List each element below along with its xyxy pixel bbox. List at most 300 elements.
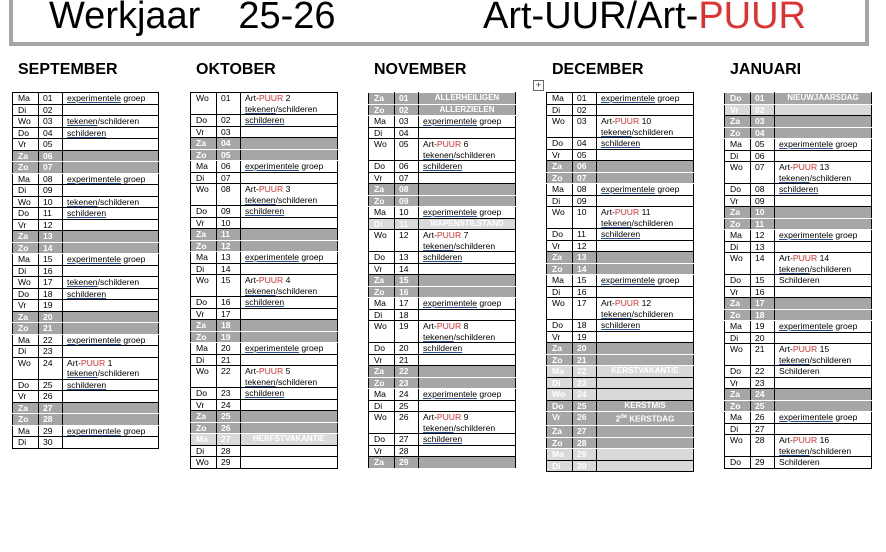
activity-cell [63, 277, 159, 289]
day-number-cell: 17 [217, 308, 241, 320]
activity-cell [419, 309, 516, 321]
day-row [369, 139, 516, 161]
day-row [191, 320, 338, 332]
activity-link-text: experimentele [245, 161, 299, 171]
weekday-cell: Za [725, 116, 751, 128]
activity-cell [775, 332, 872, 344]
puur-label: PUUR [614, 116, 640, 126]
weekday-cell: Za [725, 389, 751, 401]
weekday-cell: Za [547, 426, 573, 438]
day-number-cell: 10 [751, 207, 775, 219]
weekday-cell: Ma [369, 389, 395, 401]
weekday-cell: Di [13, 346, 39, 358]
activity-text: HERFSTVAKANTIE [252, 434, 326, 443]
day-row [191, 217, 338, 229]
day-row [369, 343, 516, 355]
day-number-cell: 18 [573, 320, 597, 332]
activity-cell [241, 308, 338, 320]
day-row [547, 149, 694, 161]
day-number-cell: 14 [573, 263, 597, 275]
activity-text: 12 [639, 298, 652, 308]
day-number-cell: 26 [573, 412, 597, 426]
day-row [547, 286, 694, 298]
weekday-cell: Vr [13, 139, 39, 151]
activity-cell [597, 195, 694, 207]
activity-text: Art- [779, 253, 793, 263]
day-number-cell: 01 [395, 93, 419, 105]
weekday-cell: Za [369, 184, 395, 196]
day-row [369, 263, 516, 275]
weekday-cell: Do [191, 206, 217, 218]
activity-text: Art- [601, 207, 615, 217]
weekday-cell: Zo [547, 172, 573, 184]
activity-cell [241, 240, 338, 252]
day-number-cell: 06 [751, 150, 775, 162]
day-row [725, 423, 872, 435]
day-row [725, 412, 872, 424]
activity-link-text: tekenen [423, 149, 454, 160]
activity-text: /schilderen [97, 116, 140, 126]
activity-text: /schilderen [97, 277, 140, 287]
weekday-cell: Zo [13, 242, 39, 254]
weekday-cell: Za [13, 311, 39, 323]
activity-cell [419, 172, 516, 184]
puur-label: PUUR [792, 253, 818, 263]
day-number-cell: 05 [39, 139, 63, 151]
weekday-cell: Wo [547, 207, 573, 229]
activity-text: /schilderen [809, 354, 852, 365]
activity-text: 16 [817, 435, 830, 445]
weekday-cell: Ma [369, 207, 395, 219]
day-number-cell: 06 [573, 161, 597, 173]
activity-text: groep [476, 298, 502, 308]
weekday-cell: Zo [725, 309, 751, 321]
day-row [191, 457, 338, 469]
activity-cell [597, 138, 694, 150]
activity-text: 4 [283, 275, 291, 285]
activity-cell [241, 206, 338, 218]
activity-cell [63, 323, 159, 335]
activity-cell [597, 298, 694, 320]
activity-cell [63, 265, 159, 277]
day-number-cell: 05 [395, 139, 419, 161]
activity-cell [775, 195, 872, 207]
activity-link-text: tekenen [779, 263, 810, 274]
activity-cell [63, 93, 159, 105]
puur-label: PUUR [614, 298, 640, 308]
day-number-cell: 01 [751, 93, 775, 105]
day-row [725, 218, 872, 230]
weekday-cell: Vr [191, 217, 217, 229]
activity-link-text: experimentele [67, 334, 121, 345]
activity-text: Art- [601, 298, 615, 308]
day-number-cell: 02 [395, 104, 419, 116]
day-number-cell: 23 [751, 377, 775, 389]
weekday-cell: Di [13, 265, 39, 277]
weekday-cell: Vr [369, 354, 395, 366]
activity-cell [775, 309, 872, 321]
activity-text: groep [832, 412, 858, 422]
weekday-cell: Do [725, 275, 751, 287]
activity-cell [419, 343, 516, 355]
activity-cell [597, 460, 694, 472]
activity-text: 14 [817, 253, 830, 263]
day-row [725, 93, 872, 105]
weekday-cell: Ma [13, 173, 39, 185]
weekday-cell: Do [369, 343, 395, 355]
activity-cell [241, 297, 338, 309]
day-number-cell: 29 [573, 449, 597, 461]
day-row [725, 207, 872, 219]
calendar-december [546, 92, 694, 472]
day-number-cell: 23 [573, 377, 597, 389]
day-number-cell: 25 [39, 379, 63, 391]
weekday-cell: Wo [547, 389, 573, 401]
day-number-cell: 05 [217, 149, 241, 161]
weekday-cell: Zo [369, 104, 395, 116]
weekday-cell: Di [725, 241, 751, 253]
day-number-cell: 01 [217, 93, 241, 115]
weekday-cell: Di [547, 460, 573, 472]
table-move-handle-icon[interactable]: + [533, 80, 544, 91]
weekday-cell: Do [369, 252, 395, 264]
activity-text: Art- [779, 344, 793, 354]
day-number-cell: 04 [395, 127, 419, 139]
activity-cell [775, 400, 872, 412]
day-row [13, 357, 159, 379]
day-row [547, 275, 694, 287]
weekday-cell: Za [13, 150, 39, 162]
activity-cell [597, 240, 694, 252]
activity-cell [775, 344, 872, 366]
day-number-cell: 02 [39, 104, 63, 116]
day-number-cell: 04 [39, 127, 63, 139]
day-number-cell: 03 [751, 116, 775, 128]
weekday-cell: Do [369, 161, 395, 173]
day-number-cell: 13 [395, 252, 419, 264]
day-row [191, 399, 338, 411]
day-number-cell: 15 [395, 275, 419, 287]
weekday-cell: Wo [725, 253, 751, 275]
activity-text: Art- [245, 184, 259, 194]
activity-text: 10 [639, 116, 652, 126]
weekday-cell: Zo [725, 400, 751, 412]
day-row [13, 231, 159, 243]
activity-cell [597, 286, 694, 298]
day-row [191, 263, 338, 275]
activity-text: 5 [283, 366, 291, 376]
day-number-cell: 18 [395, 309, 419, 321]
weekday-cell: Zo [369, 377, 395, 389]
activity-link-text: schilderen [245, 206, 285, 216]
weekday-cell: Do [13, 208, 39, 220]
header-werkjaar: Werkjaar [49, 0, 201, 37]
activity-cell [775, 435, 872, 457]
puur-label: PUUR [436, 412, 462, 422]
puur-label: PUUR [436, 139, 462, 149]
day-row [369, 366, 516, 378]
activity-cell [241, 184, 338, 206]
weekday-cell: Vr [191, 126, 217, 138]
day-number-cell: 22 [217, 366, 241, 388]
calendar-januari [724, 92, 872, 469]
activity-cell [241, 229, 338, 241]
activity-cell [775, 253, 872, 275]
day-row [725, 104, 872, 116]
activity-cell [63, 219, 159, 231]
activity-text: Art- [423, 412, 437, 422]
activity-text: groep [120, 425, 146, 436]
weekday-cell: Za [191, 320, 217, 332]
day-number-cell: 18 [217, 320, 241, 332]
day-row [547, 331, 694, 343]
activity-text: groep [476, 207, 502, 217]
day-row [13, 219, 159, 231]
activity-cell [775, 389, 872, 401]
weekday-cell: Zo [13, 162, 39, 174]
day-row [369, 377, 516, 389]
weekday-cell: Di [191, 263, 217, 275]
day-number-cell: 24 [751, 389, 775, 401]
month-title-november: NOVEMBER [374, 61, 467, 78]
day-number-cell: 10 [39, 196, 63, 208]
weekday-cell: Vr [13, 219, 39, 231]
activity-cell [241, 149, 338, 161]
activity-cell [775, 321, 872, 333]
activity-link-text: schilderen [601, 229, 641, 239]
day-row [369, 195, 516, 207]
puur-label: PUUR [792, 162, 818, 172]
activity-cell [241, 445, 338, 457]
activity-link-text: schilderen [423, 252, 463, 262]
day-number-cell: 17 [573, 298, 597, 320]
weekday-cell: Za [547, 343, 573, 355]
day-number-cell: 28 [573, 437, 597, 449]
day-number-cell: 12 [217, 240, 241, 252]
activity-text: 1 [105, 357, 113, 368]
activity-cell [419, 127, 516, 139]
activity-link-text: schilderen [601, 320, 641, 330]
weekday-cell: Za [547, 161, 573, 173]
activity-link-text: experimentele [601, 93, 655, 103]
weekday-cell: Do [725, 184, 751, 196]
day-row [191, 93, 338, 115]
activity-cell [597, 263, 694, 275]
activity-link-text: tekenen [601, 308, 632, 319]
day-row [547, 366, 694, 378]
day-row [369, 230, 516, 252]
activity-text: 3 [283, 184, 291, 194]
month-title-oktober: OKTOBER [196, 61, 276, 78]
day-row [191, 411, 338, 423]
day-number-cell: 20 [395, 343, 419, 355]
activity-link-text: schilderen [67, 379, 107, 390]
day-number-cell: 13 [573, 252, 597, 264]
day-row [13, 208, 159, 220]
day-number-cell: 25 [573, 400, 597, 412]
activity-cell [775, 127, 872, 139]
weekday-cell: Di [725, 332, 751, 344]
weekday-cell: Do [725, 366, 751, 378]
activity-cell [419, 445, 516, 457]
activity-text: 7 [461, 230, 469, 240]
day-row [547, 400, 694, 412]
weekday-cell: Do [547, 320, 573, 332]
day-number-cell: 09 [573, 195, 597, 207]
puur-label: PUUR [258, 275, 284, 285]
activity-text: /schilderen [809, 172, 852, 183]
day-number-cell: 13 [751, 241, 775, 253]
activity-cell [775, 162, 872, 184]
day-number-cell: 22 [395, 366, 419, 378]
day-number-cell: 01 [39, 93, 63, 105]
activity-link-text: experimentele [779, 139, 833, 149]
weekday-cell: Wo [547, 116, 573, 138]
weekday-cell: Di [547, 286, 573, 298]
activity-cell [63, 127, 159, 139]
activity-cell [63, 196, 159, 208]
weekday-cell: Wo [13, 196, 39, 208]
activity-cell [775, 139, 872, 151]
day-row [13, 116, 159, 128]
activity-cell [419, 286, 516, 298]
activity-text: de [620, 414, 628, 420]
day-number-cell: 05 [751, 139, 775, 151]
day-row [725, 435, 872, 457]
activity-text: Art- [67, 357, 81, 368]
activity-text: groep [476, 389, 502, 399]
activity-text: Art- [423, 230, 437, 240]
day-number-cell: 19 [751, 321, 775, 333]
activity-cell [775, 377, 872, 389]
day-number-cell: 07 [573, 172, 597, 184]
weekday-cell: Di [13, 437, 39, 449]
day-row [369, 400, 516, 412]
day-row [725, 253, 872, 275]
day-row [369, 207, 516, 219]
day-row [191, 138, 338, 150]
weekday-cell: Za [369, 457, 395, 469]
activity-cell [775, 218, 872, 230]
day-number-cell: 20 [751, 332, 775, 344]
weekday-cell: Di [725, 423, 751, 435]
day-number-cell: 11 [217, 229, 241, 241]
day-row [13, 311, 159, 323]
activity-text: /schilderen [631, 308, 674, 319]
day-row [725, 127, 872, 139]
activity-text: /schilderen [453, 149, 496, 160]
activity-link-text: schilderen [423, 343, 463, 353]
day-number-cell: 08 [751, 184, 775, 196]
weekday-cell: Vr [369, 445, 395, 457]
day-row [191, 126, 338, 138]
day-row [725, 286, 872, 298]
activity-cell [597, 172, 694, 184]
weekday-cell: Wo [725, 162, 751, 184]
day-number-cell: 13 [217, 252, 241, 264]
day-row [13, 139, 159, 151]
weekday-cell: Do [547, 229, 573, 241]
weekday-cell: Vr [547, 240, 573, 252]
day-row [725, 332, 872, 344]
day-number-cell: 30 [573, 460, 597, 472]
activity-cell [597, 229, 694, 241]
activity-cell [775, 457, 872, 469]
activity-cell [597, 149, 694, 161]
activity-text: Art- [423, 321, 437, 331]
activity-link-text: tekenen [67, 277, 98, 287]
weekday-cell: Do [725, 93, 751, 105]
day-number-cell: 05 [573, 149, 597, 161]
weekday-cell: Do [191, 388, 217, 400]
day-row [725, 195, 872, 207]
activity-cell [775, 241, 872, 253]
day-number-cell: 12 [395, 230, 419, 252]
day-row [725, 150, 872, 162]
activity-cell [419, 218, 516, 230]
activity-link-text: tekenen [423, 422, 454, 433]
activity-text: /schilderen [275, 376, 318, 387]
activity-link-text: experimentele [245, 252, 299, 262]
activity-text: groep [120, 334, 146, 345]
activity-cell [63, 231, 159, 243]
weekday-cell: Wo [369, 321, 395, 343]
day-row [191, 445, 338, 457]
activity-cell [775, 116, 872, 128]
day-row [369, 252, 516, 264]
day-row [725, 309, 872, 321]
activity-link-text: tekenen [245, 194, 276, 205]
weekday-cell: Ma [191, 161, 217, 173]
activity-link-text: experimentele [601, 275, 655, 285]
day-number-cell: 12 [573, 240, 597, 252]
day-number-cell: 15 [751, 275, 775, 287]
activity-text: groep [476, 116, 502, 126]
day-number-cell: 19 [573, 331, 597, 343]
day-row [547, 104, 694, 116]
activity-link-text: schilderen [67, 288, 107, 299]
activity-link-text: tekenen [779, 172, 810, 183]
activity-link-text: schilderen [67, 208, 107, 218]
day-row [13, 173, 159, 185]
activity-cell [241, 422, 338, 434]
day-number-cell: 07 [39, 162, 63, 174]
weekday-cell: Vr [191, 308, 217, 320]
day-row [369, 309, 516, 321]
day-row [191, 161, 338, 173]
day-row [13, 323, 159, 335]
activity-link-text: schilderen [423, 161, 463, 171]
header-puur: PUUR [698, 0, 806, 37]
day-row [369, 457, 516, 469]
weekday-cell: Do [191, 297, 217, 309]
day-row [191, 184, 338, 206]
activity-text: NIEUWJAARSDAG [787, 93, 859, 102]
weekday-cell: Za [191, 138, 217, 150]
activity-cell [775, 412, 872, 424]
day-row [547, 354, 694, 366]
day-number-cell: 10 [395, 207, 419, 219]
activity-cell [597, 320, 694, 332]
day-row [13, 288, 159, 300]
weekday-cell: Di [547, 104, 573, 116]
activity-link-text: experimentele [67, 173, 121, 184]
day-row [13, 162, 159, 174]
day-row [191, 434, 338, 446]
weekday-cell: Za [369, 366, 395, 378]
day-row [369, 218, 516, 230]
weekday-cell: Za [725, 207, 751, 219]
